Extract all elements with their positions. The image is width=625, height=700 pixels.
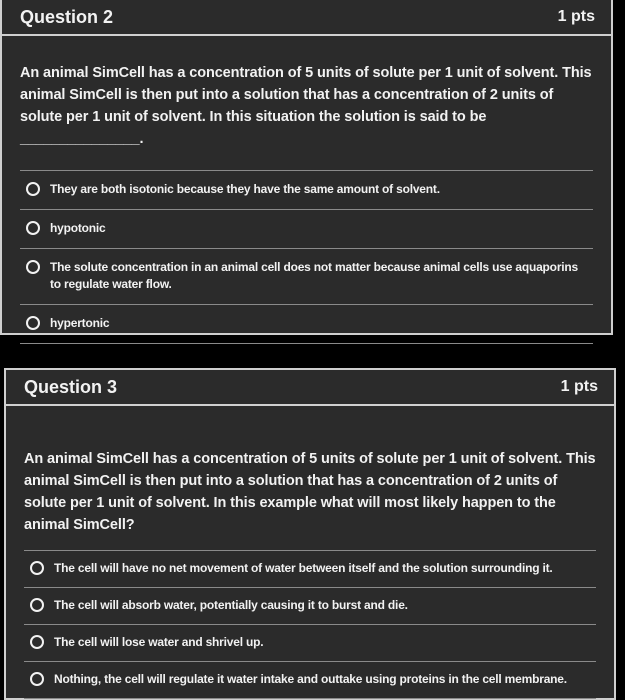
question-header xyxy=(6,370,614,406)
answer-label: The solute concentration in an animal cell does not matter because animal cells use aquaporins to regulate water flow. xyxy=(50,260,579,291)
answer-option[interactable] xyxy=(20,305,593,344)
question-header xyxy=(2,0,611,36)
answer-label: hypertonic xyxy=(50,316,110,330)
question-2-card xyxy=(0,0,613,335)
radio-button-icon[interactable] xyxy=(26,182,40,196)
radio-button-icon[interactable] xyxy=(30,561,44,575)
answer-option[interactable] xyxy=(20,210,593,249)
radio-button-icon[interactable] xyxy=(26,260,40,274)
question-body xyxy=(2,36,611,344)
answer-list xyxy=(24,550,596,699)
question-body xyxy=(6,406,614,699)
question-title: Question 2 xyxy=(20,6,114,27)
answer-option[interactable] xyxy=(24,551,596,588)
question-text: An animal SimCell has a concentration of 5 units of solute per 1 unit of solvent. This animal SimCell is then put into a solution that has a concentration of 2 units of solute per 1 unit of solvent. In this example what will most likely happen to the animal SimCell? xyxy=(24,451,596,533)
question-text: An animal SimCell has a concentration of 5 units of solute per 1 unit of solvent. This animal SimCell is then put into a solution that has a concentration of 2 units of solute per 1 unit of solvent. In this situation the solution is said to be _______________. xyxy=(20,65,592,147)
answer-option[interactable] xyxy=(24,662,596,699)
answer-label: They are both isotonic because they have the same amount of solvent. xyxy=(50,182,440,196)
question-3-card xyxy=(4,368,616,700)
radio-button-icon[interactable] xyxy=(30,635,44,649)
answer-label: The cell will absorb water, potentially causing it to burst and die. xyxy=(54,598,408,612)
answer-option[interactable] xyxy=(24,625,596,662)
answer-label: hypotonic xyxy=(50,221,106,235)
radio-button-icon[interactable] xyxy=(30,672,44,686)
question-points: 1 pts xyxy=(560,378,598,395)
question-title: Question 3 xyxy=(24,376,118,397)
radio-button-icon[interactable] xyxy=(30,598,44,612)
radio-button-icon[interactable] xyxy=(26,221,40,235)
question-points: 1 pts xyxy=(557,8,595,25)
answer-label: The cell will lose water and shrivel up. xyxy=(54,635,264,649)
answer-option[interactable] xyxy=(20,171,593,210)
answer-option[interactable] xyxy=(20,249,593,305)
answer-option[interactable] xyxy=(24,588,596,625)
answer-label: The cell will have no net movement of water between itself and the solution surrounding it. xyxy=(54,561,553,575)
answer-list xyxy=(20,170,593,344)
radio-button-icon[interactable] xyxy=(26,316,40,330)
answer-label: Nothing, the cell will regulate it water intake and outtake using proteins in the cell membrane. xyxy=(54,672,567,686)
